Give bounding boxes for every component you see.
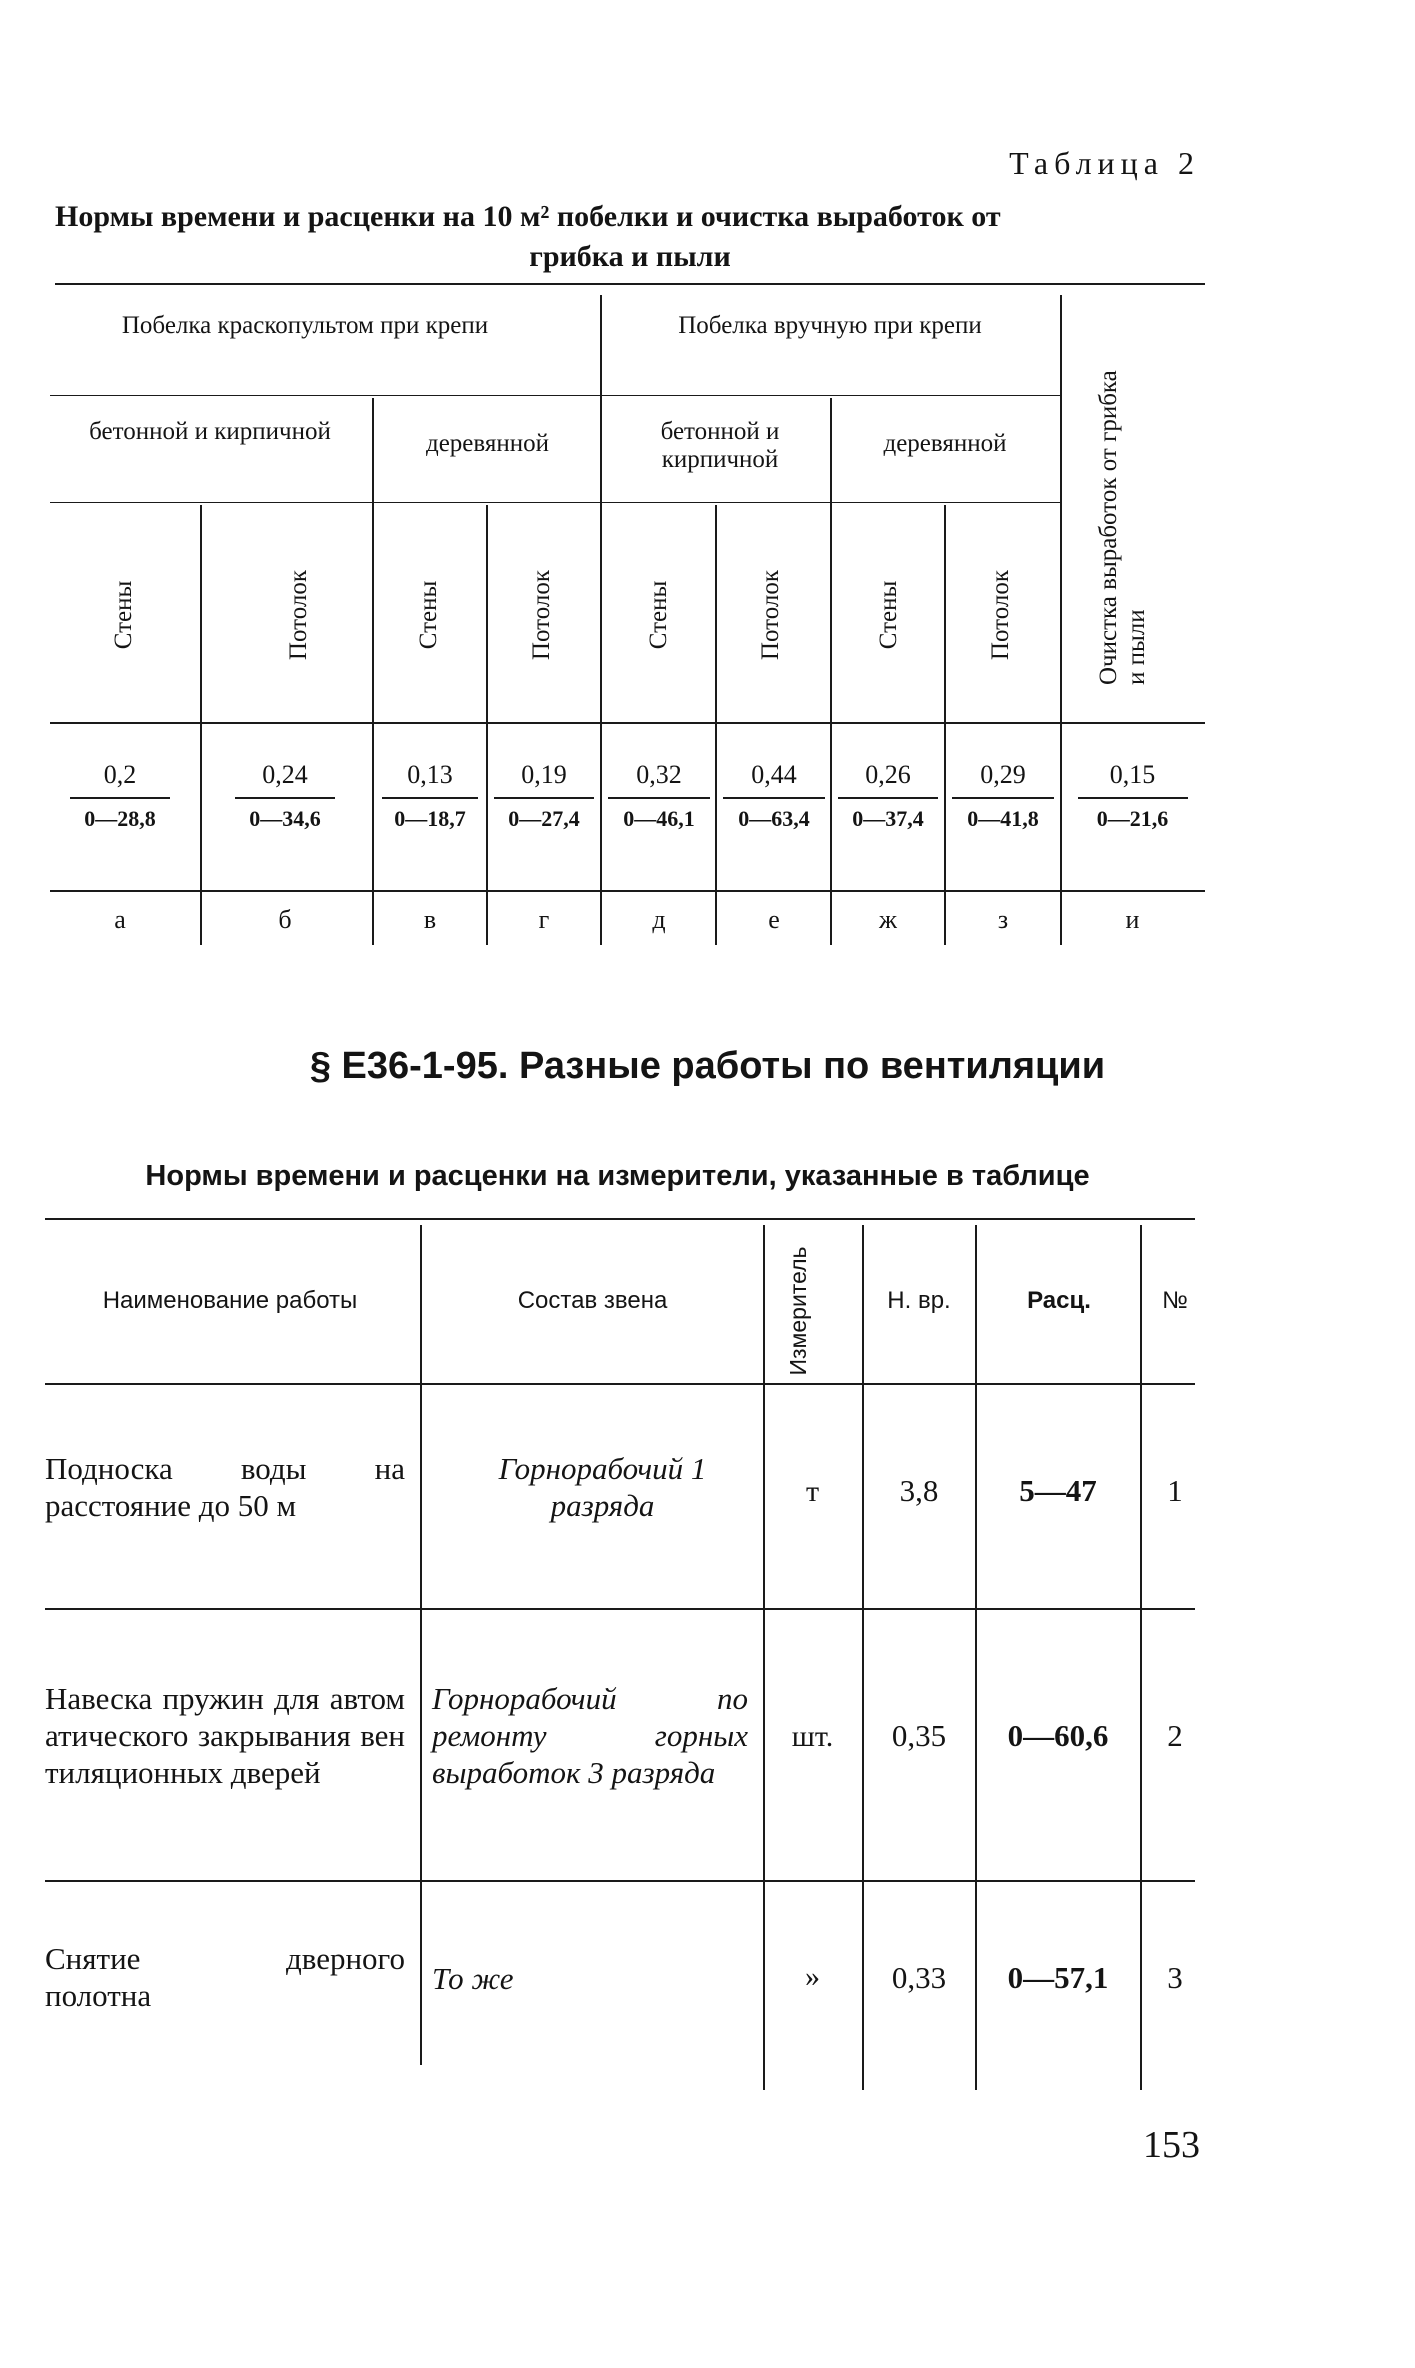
fraction-line bbox=[1078, 797, 1188, 799]
group-header-sprayer: Побелка краскопультом при крепи bbox=[121, 312, 489, 339]
fraction-line bbox=[608, 797, 710, 799]
rule bbox=[715, 505, 717, 945]
cell-e-top: 0,44 bbox=[751, 760, 797, 789]
sub-header-concrete-b: бетонной и кирпичной bbox=[660, 418, 780, 473]
row3-rate: 0—57,1 bbox=[1007, 1960, 1109, 1995]
row3-no: 3 bbox=[1167, 1960, 1183, 1995]
rule bbox=[420, 1225, 422, 2065]
rule bbox=[45, 1608, 1195, 1610]
row3-crew: То же bbox=[432, 1961, 514, 1996]
row2-rate: 0—60,6 bbox=[1007, 1718, 1109, 1753]
col-header-norm: Н. вр. bbox=[887, 1287, 951, 1314]
rule bbox=[862, 1225, 864, 2090]
col-walls-a: Стены bbox=[110, 580, 137, 650]
fraction-line bbox=[382, 797, 478, 799]
col-header-no: № bbox=[1162, 1287, 1188, 1314]
col-header-unit bbox=[785, 1246, 841, 1376]
table-title-line2: грибка и пыли bbox=[529, 240, 731, 273]
cell-v-bottom: 0—18,7 bbox=[394, 806, 466, 831]
col-walls-b: Стены bbox=[415, 580, 442, 650]
sub-header-wood-a: деревянной bbox=[425, 430, 550, 457]
rule bbox=[50, 890, 1205, 892]
cell-g-bottom: 0—27,4 bbox=[508, 806, 580, 831]
letter-g: г bbox=[538, 905, 550, 934]
row2-norm: 0,35 bbox=[891, 1718, 947, 1753]
col-header-name: Наименование работы bbox=[102, 1287, 358, 1314]
col-header-unit-label: Измеритель bbox=[785, 1246, 811, 1376]
col-ceiling-b: Потолок bbox=[528, 569, 555, 661]
row2-unit: шт. bbox=[791, 1720, 834, 1753]
rule bbox=[975, 1225, 977, 2090]
cell-z-top: 0,29 bbox=[980, 760, 1026, 789]
row2-no: 2 bbox=[1167, 1718, 1183, 1753]
row3-norm: 0,33 bbox=[891, 1960, 947, 1995]
rule bbox=[50, 502, 1060, 503]
table-label: Таблица 2 bbox=[1009, 145, 1200, 181]
cell-i-top: 0,15 bbox=[1109, 760, 1156, 789]
cell-g-top: 0,19 bbox=[521, 760, 567, 789]
sub-header-concrete-a: бетонной и кирпичной bbox=[89, 418, 331, 445]
fraction-line bbox=[70, 797, 170, 799]
cell-a-top: 0,2 bbox=[103, 760, 137, 789]
rule bbox=[830, 398, 832, 945]
cell-v-top: 0,13 bbox=[407, 760, 453, 789]
col-cleaning-label: Очистка выработок от грибка и пыли bbox=[1095, 370, 1150, 685]
row1-unit: т bbox=[805, 1475, 820, 1508]
col-ceiling-a: Потолок bbox=[285, 569, 312, 661]
rule bbox=[50, 722, 1205, 724]
row1-no: 1 bbox=[1167, 1473, 1183, 1508]
col-header-rate: Расц. bbox=[1027, 1287, 1091, 1314]
cell-zh-bottom: 0—37,4 bbox=[852, 806, 924, 831]
cell-b-top: 0,24 bbox=[262, 760, 308, 789]
row2-name: Навеска пружин для автоматического закрывания вентиляционных дверей bbox=[45, 1681, 405, 1790]
cell-zh-top: 0,26 bbox=[865, 760, 911, 789]
cell-a-bottom: 0—28,8 bbox=[84, 806, 156, 831]
rule bbox=[50, 395, 1060, 396]
rule bbox=[45, 1383, 1195, 1385]
rule bbox=[944, 505, 946, 945]
cell-b-bottom: 0—34,6 bbox=[249, 806, 321, 831]
cell-d-top: 0,32 bbox=[636, 760, 682, 789]
row2-crew: Горнорабочий по ремонту горных выработок 3 разряда bbox=[432, 1681, 748, 1790]
row3-name: Снятие дверного полотна bbox=[45, 1941, 405, 2013]
letter-i: и bbox=[1125, 905, 1140, 934]
letter-a: а bbox=[114, 905, 126, 934]
letter-v: в bbox=[423, 905, 437, 934]
rule bbox=[1060, 295, 1062, 945]
cell-z-bottom: 0—41,8 bbox=[967, 806, 1039, 831]
col-walls-c: Стены bbox=[645, 580, 672, 650]
row3-unit: » bbox=[805, 1960, 820, 1993]
col-ceiling-c: Потолок bbox=[757, 569, 784, 661]
rule bbox=[55, 283, 1205, 285]
rule bbox=[200, 505, 202, 945]
row1-crew: Горнорабочий 1 разряда bbox=[498, 1451, 707, 1523]
cell-d-bottom: 0—46,1 bbox=[623, 806, 695, 831]
rule bbox=[372, 398, 374, 945]
page-number: 153 bbox=[1143, 2124, 1200, 2166]
letter-zh: ж bbox=[879, 905, 897, 934]
rule bbox=[45, 1218, 1195, 1220]
letter-d: д bbox=[652, 905, 666, 934]
group-header-manual: Побелка вручную при крепи bbox=[678, 312, 982, 339]
sub-header-wood-b: деревянной bbox=[883, 430, 1007, 457]
rule bbox=[45, 1880, 1195, 1882]
rule bbox=[486, 505, 488, 945]
col-ceiling-d: Потолок bbox=[987, 569, 1014, 661]
row1-rate: 5—47 bbox=[1019, 1473, 1097, 1508]
fraction-line bbox=[235, 797, 335, 799]
rule bbox=[1140, 1225, 1142, 2090]
letter-e: е bbox=[768, 905, 780, 934]
col-header-crew: Состав звена bbox=[517, 1287, 668, 1314]
fraction-line bbox=[494, 797, 594, 799]
fraction-line bbox=[723, 797, 825, 799]
col-cleaning bbox=[1095, 355, 1155, 685]
letter-z: з bbox=[997, 905, 1009, 934]
table-title-line1: Нормы времени и расценки на 10 м² побелки и очистка выработок от bbox=[55, 200, 1001, 233]
col-walls-d: Стены bbox=[875, 580, 902, 650]
cell-e-bottom: 0—63,4 bbox=[738, 806, 810, 831]
row1-name: Подноска воды на расстояние до 50 м bbox=[45, 1451, 405, 1523]
fraction-line bbox=[952, 797, 1054, 799]
fraction-line bbox=[838, 797, 938, 799]
cell-i-bottom: 0—21,6 bbox=[1096, 806, 1169, 831]
rule bbox=[600, 295, 602, 945]
section-subheading: Нормы времени и расценки на измерители, указанные в таблице bbox=[145, 1160, 1090, 1192]
letter-b: б bbox=[278, 905, 292, 934]
section-heading: § Е36-1-95. Разные работы по вентиляции bbox=[309, 1045, 1106, 1087]
row1-norm: 3,8 bbox=[899, 1473, 939, 1508]
